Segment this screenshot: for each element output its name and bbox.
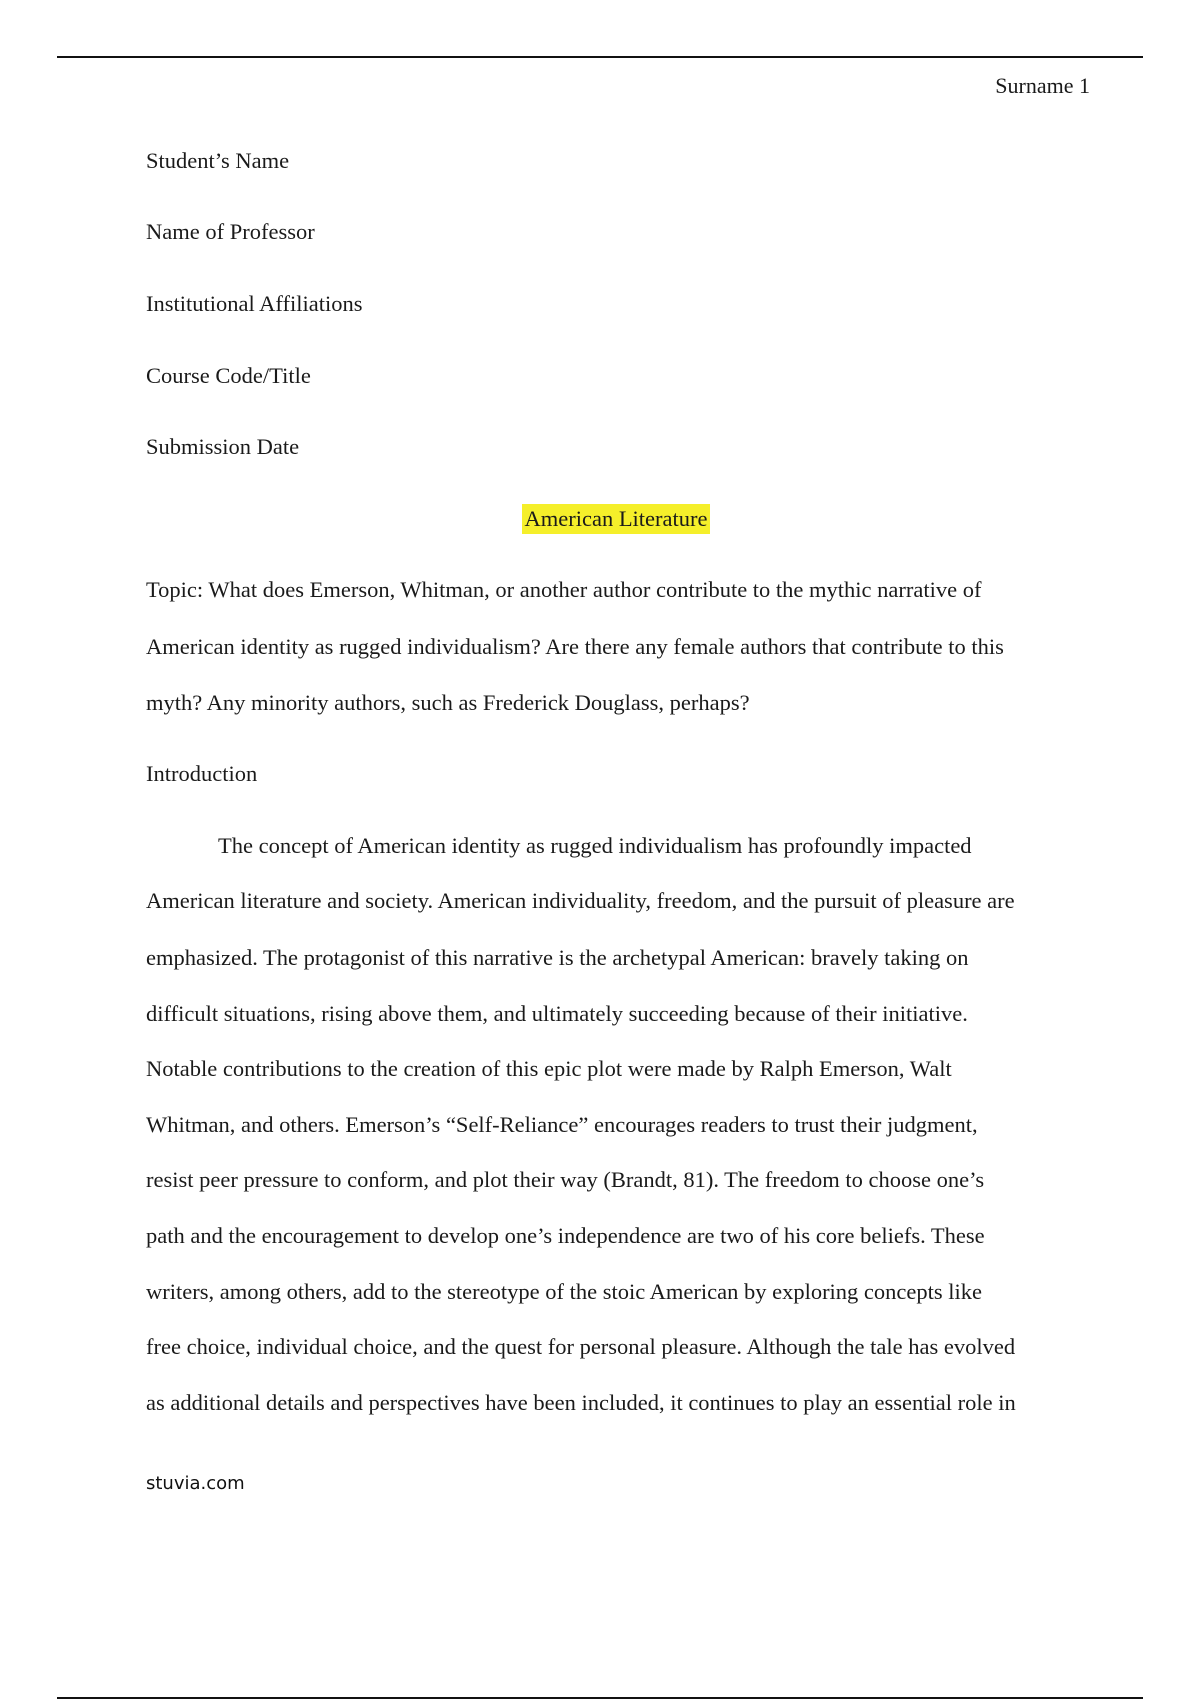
intro-line: American literature and society. American individuality, freedom, and the pursuit of pleasure are: [146, 888, 1015, 913]
submission-date: Submission Date: [146, 434, 300, 459]
course-code: Course Code/Title: [146, 363, 311, 388]
bottom-rule: [57, 1697, 1143, 1699]
intro-line: path and the encouragement to develop one’s independence are two of his core beliefs. These: [146, 1223, 985, 1248]
intro-line: as additional details and perspectives have been included, it continues to play an essential role in: [146, 1390, 1016, 1415]
student-name: Student’s Name: [146, 148, 290, 173]
intro-line: difficult situations, rising above them, and ultimately succeeding because of their initiative.: [146, 1001, 968, 1026]
intro-line: Whitman, and others. Emerson’s “Self-Reliance” encourages readers to trust their judgment,: [146, 1112, 978, 1137]
intro-line: Notable contributions to the creation of this epic plot were made by Ralph Emerson, Walt: [146, 1056, 952, 1081]
intro-line: writers, among others, add to the stereotype of the stoic American by exploring concepts like: [146, 1279, 983, 1304]
intro-line: resist peer pressure to conform, and plot their way (Brandt, 81). The freedom to choose one’s: [146, 1167, 985, 1192]
intro-line: free choice, individual choice, and the quest for personal pleasure. Although the tale has evolved: [146, 1334, 1016, 1359]
institution: Institutional Affiliations: [146, 291, 363, 316]
title-wrap: [146, 504, 1086, 534]
section-heading: Introduction: [146, 761, 258, 786]
topic-line: Topic: What does Emerson, Whitman, or another author contribute to the mythic narrative of: [146, 577, 982, 602]
running-head: Surname 1: [995, 73, 1090, 98]
topic-line: American identity as rugged individualism? Are there any female authors that contribute to this: [146, 634, 1004, 659]
professor-name: Name of Professor: [146, 219, 315, 244]
paper-title: American Literature: [522, 504, 709, 534]
top-rule: [57, 56, 1143, 58]
topic-line: myth? Any minority authors, such as Frederick Douglass, perhaps?: [146, 690, 750, 715]
footer-site: stuvia.com: [146, 1473, 245, 1494]
intro-line: The concept of American identity as rugged individualism has profoundly impacted: [218, 833, 972, 858]
intro-line: emphasized. The protagonist of this narrative is the archetypal American: bravely taking on: [146, 945, 969, 970]
